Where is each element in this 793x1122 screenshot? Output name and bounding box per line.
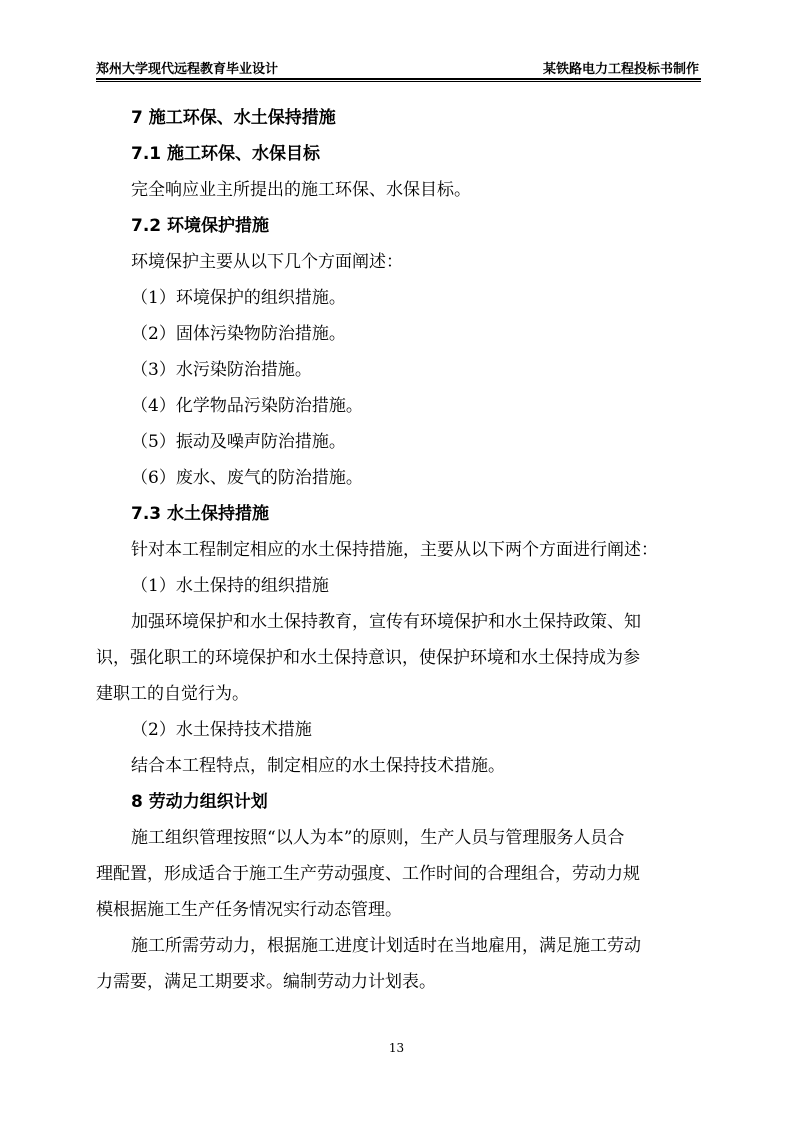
heading-7: 7 施工环保、水土保持措施 (131, 108, 336, 128)
page-header (96, 56, 701, 80)
header-rule (96, 81, 701, 82)
paragraph-7-1: 完全响应业主所提出的施工环保、水保目标。 (131, 180, 471, 200)
subitem-7-3-2: （2）水土保持技术措施 (131, 720, 312, 740)
subitem-7-3-1: （1）水土保持的组织措施 (131, 576, 329, 596)
paragraph-line: 建职工的自觉行为。 (96, 684, 249, 704)
paragraph-line: 理配置，形成适合于施工生产劳动强度、工作时间的合理组合，劳动力规 (96, 864, 640, 884)
header-left-title: 郑州大学现代远程教育毕业设计 (96, 62, 279, 77)
paragraph-7-3: 针对本工程制定相应的水土保持措施，主要从以下两个方面进行阐述： (131, 540, 658, 560)
paragraph-line: 力需要，满足工期要求。编制劳动力计划表。 (96, 972, 436, 992)
list-item: （4）化学物品污染防治措施。 (131, 396, 363, 416)
heading-8: 8 劳动力组织计划 (131, 792, 268, 812)
paragraph-line: 施工所需劳动力，根据施工进度计划适时在当地雇用，满足施工劳动 (131, 936, 641, 956)
list-item: （3）水污染防治措施。 (131, 360, 312, 380)
paragraph-7-2: 环境保护主要从以下几个方面阐述： (131, 252, 403, 272)
header-right-title: 某铁路电力工程投标书制作 (542, 62, 699, 77)
paragraph-line: 加强环境保护和水土保持教育，宣传有环境保护和水土保持政策、知 (131, 612, 641, 632)
heading-7-3: 7.3 水土保持措施 (131, 504, 270, 524)
paragraph-line: 模根据施工生产任务情况实行动态管理。 (96, 900, 402, 920)
paragraph-line: 识，强化职工的环境保护和水土保持意识，使保护环境和水土保持成为参 (96, 648, 640, 668)
heading-7-2: 7.2 环境保护措施 (131, 216, 270, 236)
list-item: （1）环境保护的组织措施。 (131, 288, 346, 308)
paragraph-7-3-2: 结合本工程特点，制定相应的水土保持技术措施。 (131, 756, 505, 776)
list-item: （2）固体污染物防治措施。 (131, 324, 346, 344)
list-item: （5）振动及噪声防治措施。 (131, 432, 346, 452)
paragraph-line: 施工组织管理按照“以人为本”的原则，生产人员与管理服务人员合 (131, 828, 625, 848)
list-item: （6）废水、废气的防治措施。 (131, 468, 363, 488)
page-number: 13 (388, 1041, 405, 1055)
heading-7-1: 7.1 施工环保、水保目标 (131, 144, 321, 164)
